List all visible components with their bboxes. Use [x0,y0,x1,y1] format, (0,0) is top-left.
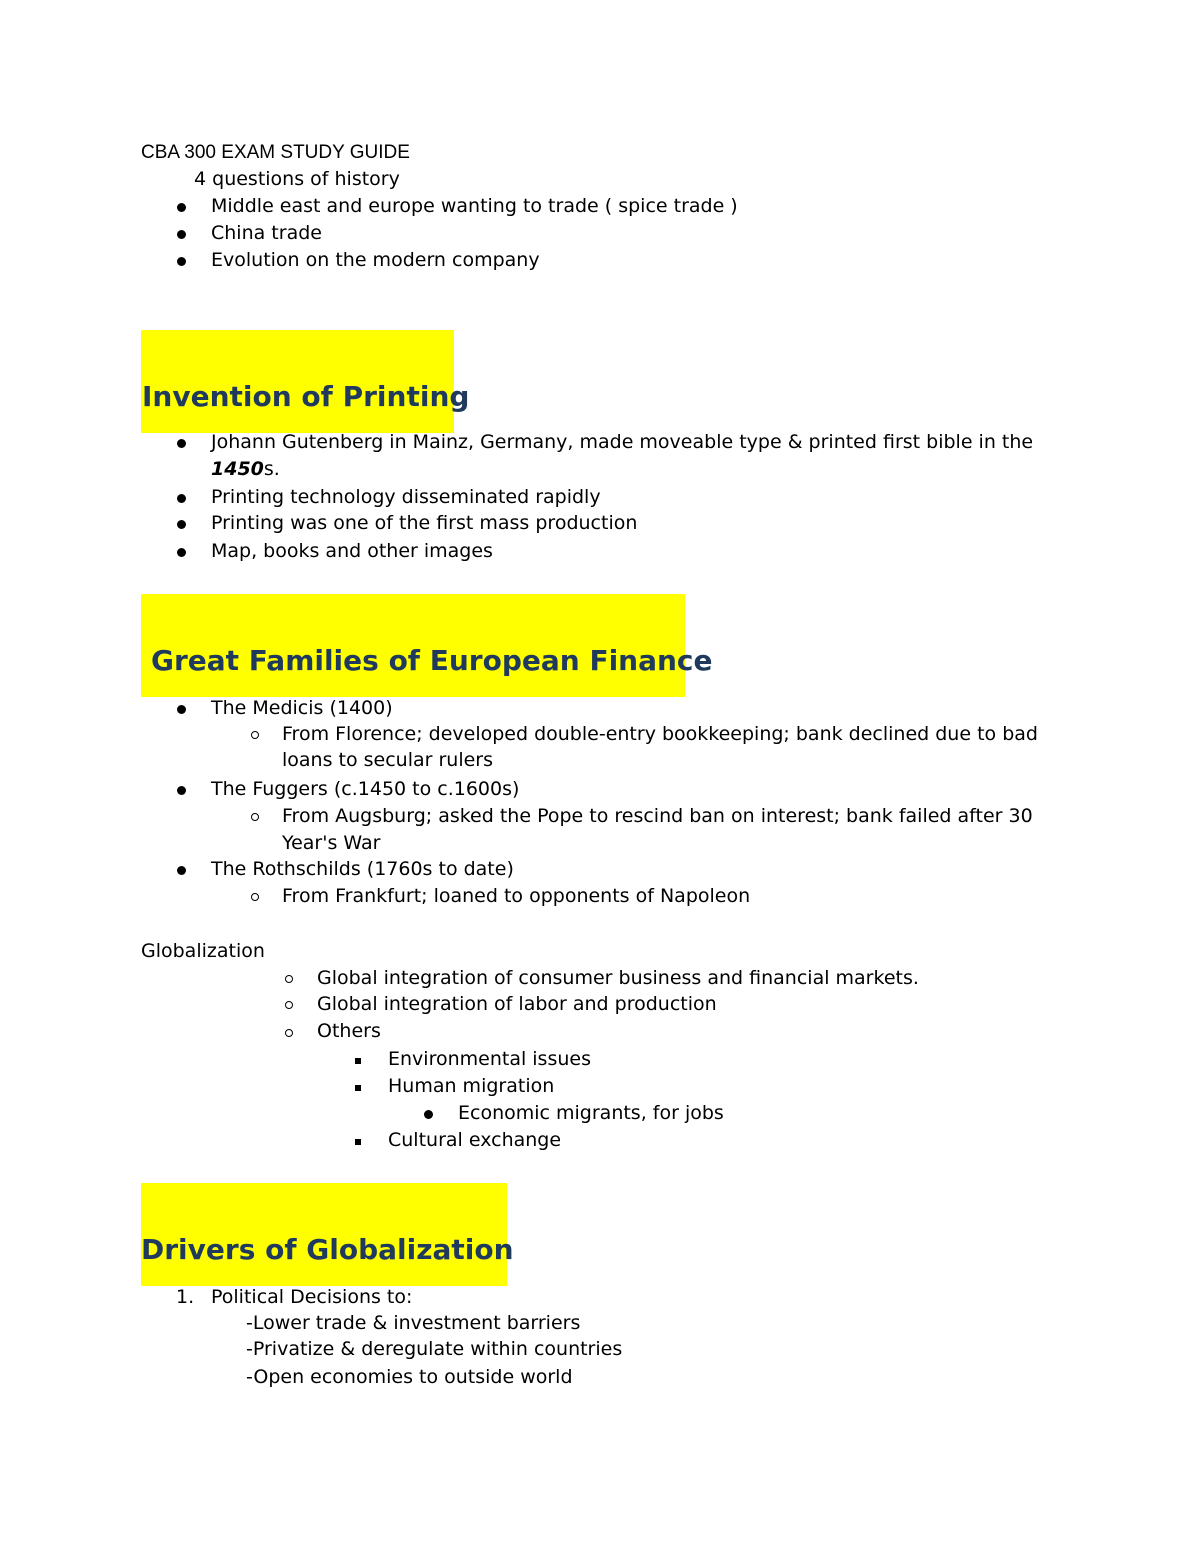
sub-list-item: Others [317,1020,381,1042]
year-emphasis: 1450 [211,458,264,480]
bullet-icon [177,520,186,529]
list-item: Map, books and other images [211,540,493,562]
square-bullet-icon [355,1058,361,1064]
list-item: Johann Gutenberg in Mainz, Germany, made moveable type & printed first bible in the [211,431,1034,453]
bullet-icon [177,866,186,875]
square-bullet-icon [355,1085,361,1091]
list-item: Political Decisions to: [211,1286,413,1308]
list-item: China trade [211,222,322,244]
sub-list-item: From Florence; developed double-entry bookkeeping; bank declined due to bad [282,723,1038,745]
circle-bullet-icon [285,1029,293,1037]
year-suffix: s. [263,458,280,480]
circle-bullet-icon [251,893,259,901]
list-item: Evolution on the modern company [211,249,540,271]
list-item: The Medicis (1400) [211,697,393,719]
section-heading-drivers: Drivers of Globalization [141,1233,514,1266]
list-item: Printing technology disseminated rapidly [211,486,601,508]
nested-list-item: Human migration [388,1075,555,1097]
list-item: The Rothschilds (1760s to date) [211,858,514,880]
section-heading-families: Great Families of European Finance [151,644,713,677]
bullet-icon [177,705,186,714]
bullet-icon [177,548,186,557]
bullet-icon [177,257,186,266]
list-item-continuation [211,456,280,483]
list-number: 1. [176,1286,195,1308]
sub-list-item: From Augsburg; asked the Pope to rescind ban on interest; bank failed after 30 [282,805,1033,827]
sub-list-item: -Privatize & deregulate within countries [246,1338,623,1360]
sub-list-item: -Open economies to outside world [246,1366,573,1388]
bullet-icon [424,1110,433,1119]
bullet-icon [177,439,186,448]
list-item: Middle east and europe wanting to trade ( spice trade ) [211,195,738,217]
list-item: Printing was one of the first mass production [211,512,638,534]
circle-bullet-icon [251,731,259,739]
sub-list-item: Global integration of consumer business and financial markets. [317,967,919,989]
globalization-label: Globalization [141,940,265,962]
bullet-icon [177,786,186,795]
sub-list-item-continuation: Year's War [282,832,381,854]
circle-bullet-icon [251,813,259,821]
sub-list-item: Global integration of labor and production [317,993,717,1015]
nested-list-item: Cultural exchange [388,1129,562,1151]
sub-list-item-continuation: loans to secular rulers [282,749,494,771]
nested-list-item: Economic migrants, for jobs [458,1102,724,1124]
bullet-icon [177,230,186,239]
bullet-icon [177,203,186,212]
square-bullet-icon [355,1139,361,1145]
document-title: CBA 300 EXAM STUDY GUIDE [141,142,410,163]
intro-lead: 4 questions of history [194,168,400,190]
nested-list-item: Environmental issues [388,1048,591,1070]
section-heading-printing: Invention of Printing [142,380,470,413]
bullet-icon [177,494,186,503]
list-item: The Fuggers (c.1450 to c.1600s) [211,778,520,800]
sub-list-item: -Lower trade & investment barriers [246,1312,581,1334]
sub-list-item: From Frankfurt; loaned to opponents of Napoleon [282,885,751,907]
circle-bullet-icon [285,975,293,983]
circle-bullet-icon [285,1001,293,1009]
